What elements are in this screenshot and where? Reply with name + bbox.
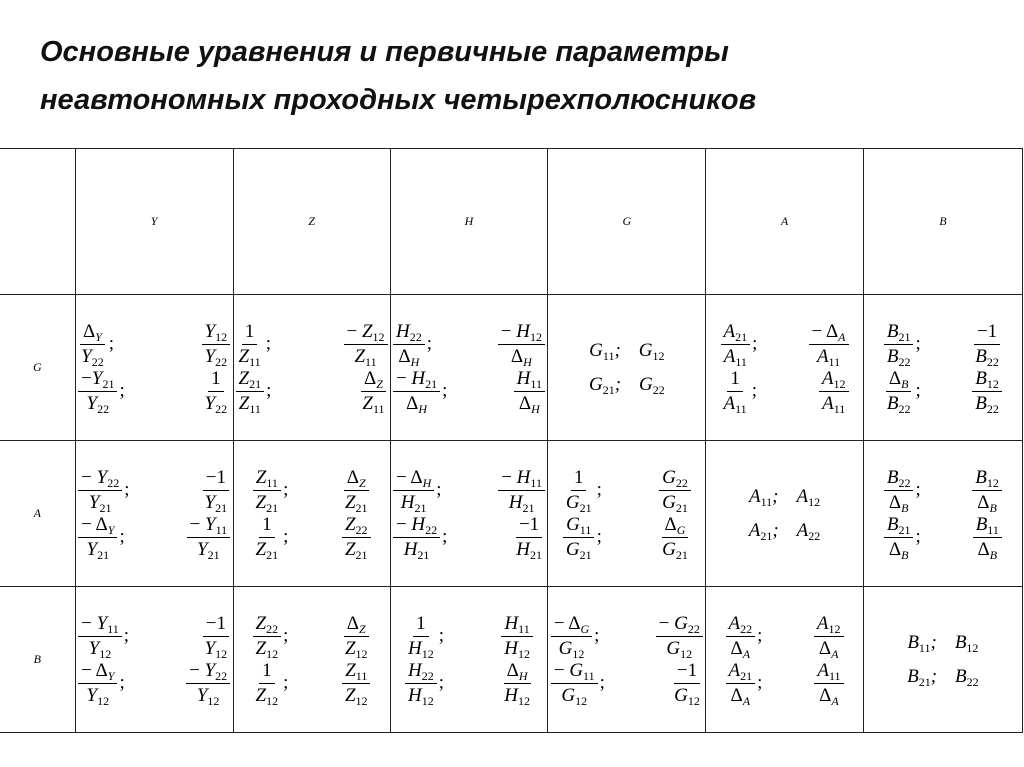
table-row-b <box>0 587 1023 733</box>
corner-cell <box>0 149 75 295</box>
cell-a-g: $\frac{1}{G_{21}}$ ; $\frac{G_{22}}{G_{21}}$ $\frac{G_{11}}{G_{21}}$ ; $\frac{\Delta_G}{G_{21}}$ <box>548 441 706 587</box>
cell-g-a: $\frac{A_{21}}{A_{11}}$ ; $\frac{- \Delta_A}{A_{11}}$ $\frac{1}{A_{11}}$ ; $\frac{A_{12}}{A_{11}}$ <box>706 295 863 441</box>
header-row <box>0 149 1023 295</box>
cell-b-b: $B_{11}$; $B_{12}$ $B_{21}$; $B_{22}$ <box>863 587 1022 733</box>
table-row-g <box>0 295 1023 441</box>
column-header-b: B <box>863 149 1022 295</box>
cell-b-z: $\frac{Z_{22}}{Z_{12}}$ ; $\frac{\Delta_Z}{Z_{12}}$ $\frac{1}{Z_{12}}$ ; $\frac{Z_{11}}{Z_{12}}$ <box>233 587 390 733</box>
column-header-a: A <box>706 149 863 295</box>
cell-a-y: $\frac{- Y_{22}}{Y_{21}}$ ; $\frac{-1}{Y_{21}}$ $\frac{- \Delta_Y}{Y_{21}}$ ; $\frac{- Y_{11}}{Y_{21}}$ <box>75 441 233 587</box>
cell-g-z: $\frac{1}{Z_{11}}$ ; $\frac{- Z_{12}}{Z_{11}}$ $\frac{Z_{21}}{Z_{11}}$ ; $\frac{\Delta_Z}{Z_{11}}$ <box>233 295 390 441</box>
cell-b-a: $\frac{A_{22}}{\Delta_A}$ ; $\frac{A_{12}}{\Delta_A}$ $\frac{A_{21}}{\Delta_A}$ ; $\frac{A_{11}}{\Delta_A}$ <box>706 587 863 733</box>
cell-a-z: $\frac{Z_{11}}{Z_{21}}$ ; $\frac{\Delta_Z}{Z_{21}}$ $\frac{1}{Z_{21}}$ ; $\frac{Z_{22}}{Z_{21}}$ <box>233 441 390 587</box>
column-header-g: G <box>548 149 706 295</box>
column-header-y: Y <box>75 149 233 295</box>
table-row-a <box>0 441 1023 587</box>
title-line-2: неавтономных проходных четырехполюсников <box>40 84 757 116</box>
column-header-h: H <box>390 149 548 295</box>
cell-b-y: $\frac{- Y_{11}}{Y_{12}}$ ; $\frac{-1}{Y_{12}}$ $\frac{- \Delta_Y}{Y_{12}}$ ; $\frac{- Y_{22}}{Y_{12}}$ <box>75 587 233 733</box>
row-header-b: B <box>0 587 75 733</box>
parameters-table <box>0 148 1023 733</box>
cell-g-y: $\frac{\Delta_Y}{Y_{22}}$ ; $\frac{Y_{12}}{Y_{22}}$ $\frac{-Y_{21}}{Y_{22}}$ ; $\frac{1}{Y_{22}}$ <box>75 295 233 441</box>
cell-b-g: $\frac{- \Delta_G}{G_{12}}$ ; $\frac{- G_{22}}{G_{12}}$ $\frac{- G_{11}}{G_{12}}$ ; $\frac{-1}{G_{12}}$ <box>548 587 706 733</box>
page-title <box>40 28 1000 124</box>
cell-g-g: $G_{11}$; $G_{12}$ $G_{21}$; $G_{22}$ <box>548 295 706 441</box>
cell-a-h: $\frac{- \Delta_H}{H_{21}}$ ; $\frac{- H_{11}}{H_{21}}$ $\frac{- H_{22}}{H_{21}}$ ; $\frac{-1}{H_{21}}$ <box>390 441 548 587</box>
cell-a-b: $\frac{B_{22}}{\Delta_B}$ ; $\frac{B_{12}}{\Delta_B}$ $\frac{B_{21}}{\Delta_B}$ ; $\frac{B_{11}}{\Delta_B}$ <box>863 441 1022 587</box>
cell-g-h: $\frac{H_{22}}{\Delta_H}$ ; $\frac{- H_{12}}{\Delta_H}$ $\frac{- H_{21}}{\Delta_H}$ ; $\frac{H_{11}}{\Delta_H}$ <box>390 295 548 441</box>
column-header-z: Z <box>233 149 390 295</box>
row-header-a: A <box>0 441 75 587</box>
cell-b-h: $\frac{1}{H_{12}}$ ; $\frac{H_{11}}{H_{12}}$ $\frac{H_{22}}{H_{12}}$ ; $\frac{\Delta_H}{H_{12}}$ <box>390 587 548 733</box>
cell-g-b: $\frac{B_{21}}{B_{22}}$ ; $\frac{-1}{B_{22}}$ $\frac{\Delta_B}{B_{22}}$ ; $\frac{B_{12}}{B_{22}}$ <box>863 295 1022 441</box>
row-header-g: G <box>0 295 75 441</box>
cell-a-a: $A_{11}$; $A_{12}$ $A_{21}$; $A_{22}$ <box>706 441 863 587</box>
title-line-1: Основные уравнения и первичные параметры <box>40 36 729 68</box>
